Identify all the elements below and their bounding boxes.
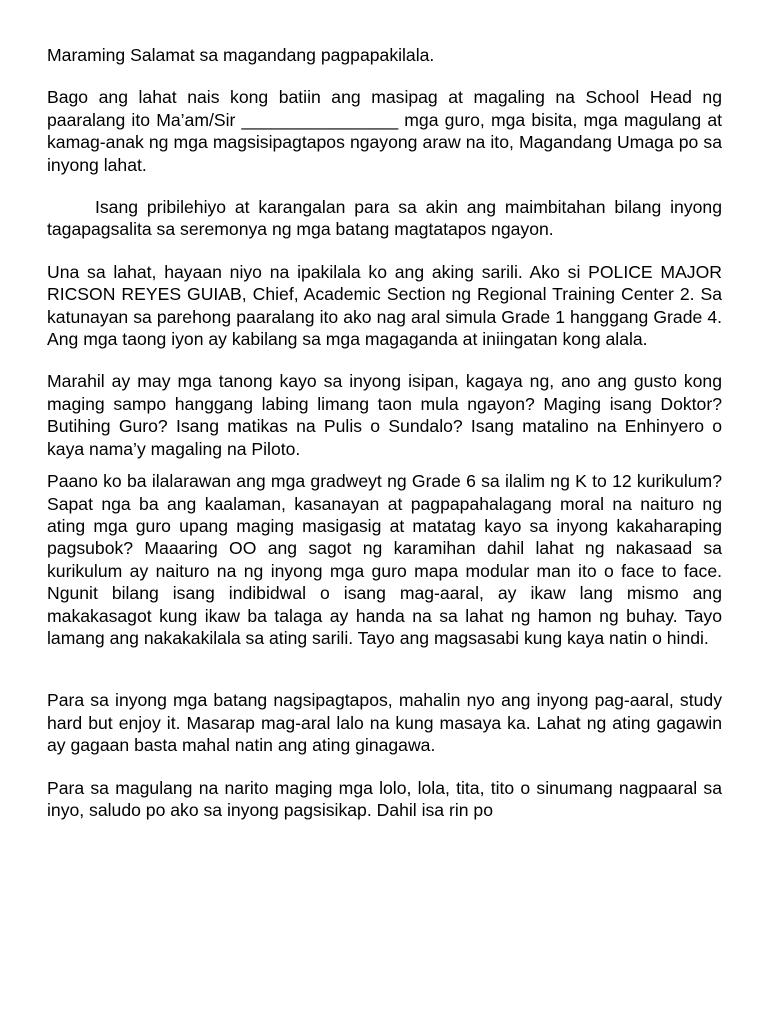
paragraph-privilege: Isang pribilehiyo at karangalan para sa akin ang maimbitahan bilang inyong tagapagsalita sa seremonya ng mga batang magtatapos ngayon. [47, 197, 722, 240]
paragraph-introduction: Una sa lahat, hayaan niyo na ipakilala ko ang aking sarili. Ako si POLICE MAJOR RICSON REYES GUIAB, Chief, Academic Section ng Regional Training Center 2. Sa katunayan sa parehong paaralang ito ako nag aral simula Grade 1 hanggang Grade 4. Ang mga taong iyon ay kabilang sa mga magaganda at iniingatan kong alala. [47, 261, 722, 350]
paragraph-salutation: Bago ang lahat nais kong batiin ang masipag at magaling na School Head ng paaralang ito Ma’am/Sir ________________ mga guro, mga bisita, mga magulang at kamag-anak ng mga magsisipagtapos ngayong araw na ito, Magandang Umaga po sa inyong lahat. [47, 87, 722, 175]
paragraph-parents: Para sa magulang na narito maging mga lolo, lola, tita, tito o sinumang nagpaaral sa inyo, saludo po ako sa inyong pagsisikap. Dahil isa rin po [47, 777, 722, 820]
paragraph-curriculum: Paano ko ba ilalarawan ang mga gradweyt ng Grade 6 sa ilalim ng K to 12 kurikulum? Sapat nga ba ang kaalaman, kasanayan at pagpapahalagang moral na naituro ng ating mga guro upang maging masigasig at matatag kayo sa inyong kakaharaping pagsubok? Maaaring OO ang sagot ng karamihan dahil lahat ng nakasaad sa kurikulum ay naituro na ng inyong mga guro mapa modular man ito o face to face. Ngunit bilang isang indibidwal o isang mag-aaral, ay ikaw lang mismo ang makakasagot kung ikaw ba talaga ay handa na sa lahat ng hamon ng buhay. Tayo lamang ang nakakakilala sa ating sarili. Tayo ang magsasabi kung kaya natin o hindi. [47, 471, 722, 648]
paragraph-questions: Marahil ay may mga tanong kayo sa inyong isipan, kagaya ng, ano ang gusto kong maging sampo hanggang labing limang taon mula ngayon? Maging isang Doktor? Butihing Guro? Isang matikas na Pulis o Sundalo? Isang matalino na Enhinyero o kaya nama’y magaling na Piloto. [47, 371, 722, 459]
document-page [47, 44, 722, 821]
paragraph-graduates: Para sa inyong mga batang nagsipagtapos, mahalin nyo ang inyong pag-aaral, study hard but enjoy it. Masarap mag-aral lalo na kung masaya ka. Lahat ng ating gagawin ay gagaan basta mahal natin ang ating ginagawa. [47, 690, 722, 756]
paragraph-greeting: Maraming Salamat sa magandang pagpapakilala. [47, 45, 435, 65]
